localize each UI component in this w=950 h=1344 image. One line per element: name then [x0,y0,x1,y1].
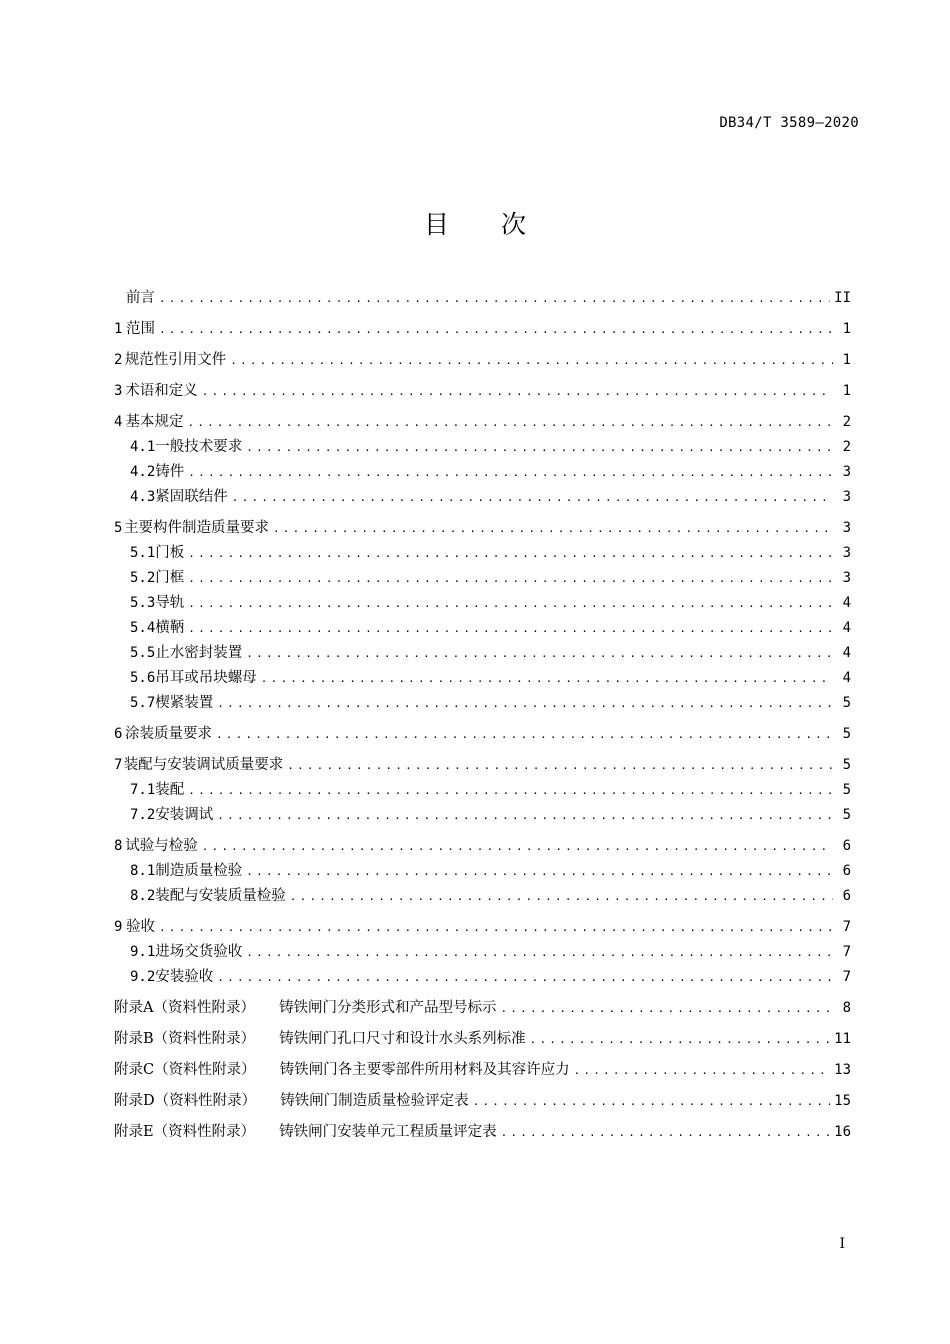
toc-entry-number: 8 [114,838,123,854]
toc-entry[interactable] [114,286,851,311]
toc-entry-label: 主要构件制造质量要求 [123,520,269,536]
toc-entry-page: 3 [842,545,851,561]
toc-entry-page: 6 [842,838,851,854]
toc-entry[interactable] [114,753,851,778]
toc-entry[interactable] [114,317,851,342]
dot-leader [217,965,833,990]
toc-entry-page: 2 [842,439,851,455]
toc-entry[interactable] [114,666,851,691]
dot-leader [246,940,833,965]
appendix-title: 铸铁闸门安装单元工程质量评定表 [279,1124,497,1140]
dot-leader [188,460,833,485]
toc-entry[interactable] [114,566,851,591]
toc-appendix-entry[interactable] [114,1027,851,1052]
toc-entry-number: 8.2 [130,888,156,904]
dot-leader [188,566,833,591]
toc-entry[interactable] [114,940,851,965]
dot-leader [500,996,833,1021]
toc-entry-label: 涂装质量要求 [124,726,212,742]
toc-entry[interactable] [114,803,851,828]
toc-entry-page: 7 [842,919,851,935]
toc-entry-number: 4.3 [130,489,156,505]
toc-entry-page: 3 [842,520,851,536]
dot-leader [232,485,833,510]
toc-entry-page: 1 [842,352,851,368]
toc-entry-label: 铸件 [155,464,185,480]
toc-entry[interactable] [114,541,851,566]
toc-entry-number: 4.2 [130,464,156,480]
toc-entry-label: 紧固联结件 [155,489,228,505]
toc-entry-number: 4 [114,414,123,430]
toc-entry-page: 5 [842,726,851,742]
dot-leader [290,884,833,909]
toc-entry[interactable] [114,834,851,859]
appendix-page: 16 [834,1124,851,1140]
toc-entry[interactable] [114,641,851,666]
dot-leader [574,1058,831,1083]
toc-entry-page: 5 [842,757,851,773]
toc-entry[interactable] [114,965,851,990]
dot-leader [261,666,833,691]
appendix-page: 8 [842,1000,851,1016]
toc-entry-label: 装配与安装调试质量要求 [123,757,284,773]
dot-leader [273,516,833,541]
toc-entry[interactable] [114,884,851,909]
toc-entry-number: 5 [114,520,123,536]
toc-appendix-entry[interactable] [114,996,851,1021]
toc-entry-label: 进场交货验收 [155,944,243,960]
dot-leader [530,1027,830,1052]
toc-entry-page: 6 [842,888,851,904]
toc-entry[interactable] [114,778,851,803]
page-title: 目 次 [424,210,548,239]
toc-entry[interactable] [114,435,851,460]
toc-entry-number: 9.1 [130,944,156,960]
dot-leader [159,286,830,311]
toc-entry-number: 6 [114,726,123,742]
page-number: I [839,1236,845,1252]
toc-entry-number: 5.5 [130,645,156,661]
dot-leader [246,641,833,666]
toc-entry-label: 止水密封装置 [155,645,243,661]
dot-leader [202,379,833,404]
dot-leader [217,691,833,716]
toc-entry-page: 7 [842,969,851,985]
toc-entry-page: 4 [842,620,851,636]
toc-entry-label: 一般技术要求 [155,439,243,455]
dot-leader [501,1120,831,1145]
toc-entry-page: 7 [842,944,851,960]
dot-leader [287,753,833,778]
toc-entry-page: 1 [842,321,851,337]
toc-entry-number: 5.7 [130,695,156,711]
toc-entry-label: 装配 [155,782,185,798]
toc-entry[interactable] [114,410,851,435]
toc-entry-label: 安装验收 [155,969,214,985]
toc-entry-label: 门框 [155,570,185,586]
toc-entry-label: 楔紧装置 [155,695,214,711]
toc-entry[interactable] [114,591,851,616]
toc-entry-label: 装配与安装质量检验 [155,888,286,904]
toc-entry-number: 1 [114,321,123,337]
toc-entry-label: 吊耳或吊块螺母 [155,670,257,686]
appendix-page: 11 [834,1031,851,1047]
toc-entry-number: 5.4 [130,620,156,636]
toc-entry-label: 横鞆 [155,620,185,636]
toc-entry-label: 规范性引用文件 [124,352,227,368]
toc-entry-number: 8.1 [130,863,156,879]
toc-entry-number: 7.1 [130,782,156,798]
appendix-page: 15 [834,1093,851,1109]
toc-entry-number: 7.2 [130,807,156,823]
toc-entry-page: 4 [842,595,851,611]
document-code: DB34/T 3589—2020 [719,115,859,131]
toc-entry-label: 试验与检验 [125,838,198,854]
toc-entry-page: 3 [842,570,851,586]
appendix-label: 附录A（资料性附录） [114,1000,255,1016]
dot-leader [188,541,833,566]
toc-entry-page: 5 [842,782,851,798]
toc-appendix-entry[interactable] [114,1089,851,1114]
toc-entry-label: 安装调试 [155,807,214,823]
dot-leader [246,435,833,460]
toc-entry-page: 4 [842,670,851,686]
dot-leader [216,722,833,747]
toc-entry-number: 5.3 [130,595,156,611]
dot-leader [188,616,833,641]
toc-entry-label: 范围 [125,321,155,337]
toc-entry-page: 2 [842,414,851,430]
table-of-contents [114,286,851,1145]
appendix-page: 13 [834,1062,851,1078]
toc-entry-number: 4.1 [130,439,156,455]
toc-entry[interactable] [114,460,851,485]
dot-leader [159,317,833,342]
toc-entry-number: 5.2 [130,570,156,586]
toc-appendix-entry[interactable] [114,1058,851,1083]
dot-leader [159,915,833,940]
toc-entry-label: 术语和定义 [125,383,198,399]
toc-entry[interactable] [114,859,851,884]
toc-entry[interactable] [114,915,851,940]
toc-entry-label: 前言 [125,290,155,306]
toc-entry[interactable] [114,516,851,541]
toc-entry-number: 5.1 [130,545,156,561]
appendix-title: 铸铁闸门分类形式和产品型号标示 [278,1000,497,1016]
toc-entry-label: 导轨 [155,595,185,611]
dot-leader [473,1089,831,1114]
toc-entry[interactable] [114,722,851,747]
toc-entry[interactable] [114,379,851,404]
toc-entry-page: 3 [842,464,851,480]
dot-leader [188,591,833,616]
dot-leader [202,834,833,859]
toc-entry-page: 3 [842,489,851,505]
dot-leader [246,859,833,884]
dot-leader [188,778,833,803]
toc-entry-number: 7 [114,757,123,773]
toc-appendix-entry[interactable] [114,1120,851,1145]
toc-entry[interactable] [114,348,851,373]
toc-entry-number: 5.6 [130,670,156,686]
toc-entry-label: 制造质量检验 [155,863,243,879]
toc-entry-page: 6 [842,863,851,879]
toc-entry-label: 验收 [125,919,155,935]
dot-leader [217,803,833,828]
toc-entry-page: 5 [842,695,851,711]
toc-entry[interactable] [114,485,851,510]
dot-leader [230,348,833,373]
toc-entry-number: 9 [114,919,123,935]
appendix-title: 铸铁闸门孔口尺寸和设计水头系列标准 [279,1031,526,1047]
toc-entry[interactable] [114,691,851,716]
toc-entry-number: 2 [114,352,123,368]
appendix-title: 铸铁闸门各主要零部件所用材料及其容许应力 [279,1062,570,1078]
appendix-label: 附录C（资料性附录） [114,1062,256,1078]
toc-entry-page: II [834,290,851,306]
dot-leader [187,410,833,435]
toc-entry-label: 基本规定 [125,414,184,430]
toc-entry-label: 门板 [155,545,185,561]
appendix-label: 附录B（资料性附录） [114,1031,256,1047]
appendix-label: 附录E（资料性附录） [114,1124,256,1140]
toc-entry-page: 4 [842,645,851,661]
toc-entry[interactable] [114,616,851,641]
appendix-label: 附录D（资料性附录） [114,1093,257,1109]
toc-entry-number: 9.2 [130,969,156,985]
appendix-title: 铸铁闸门制造质量检验评定表 [280,1093,469,1109]
toc-entry-page: 5 [842,807,851,823]
toc-entry-page: 1 [842,383,851,399]
toc-entry-number: 3 [114,383,123,399]
